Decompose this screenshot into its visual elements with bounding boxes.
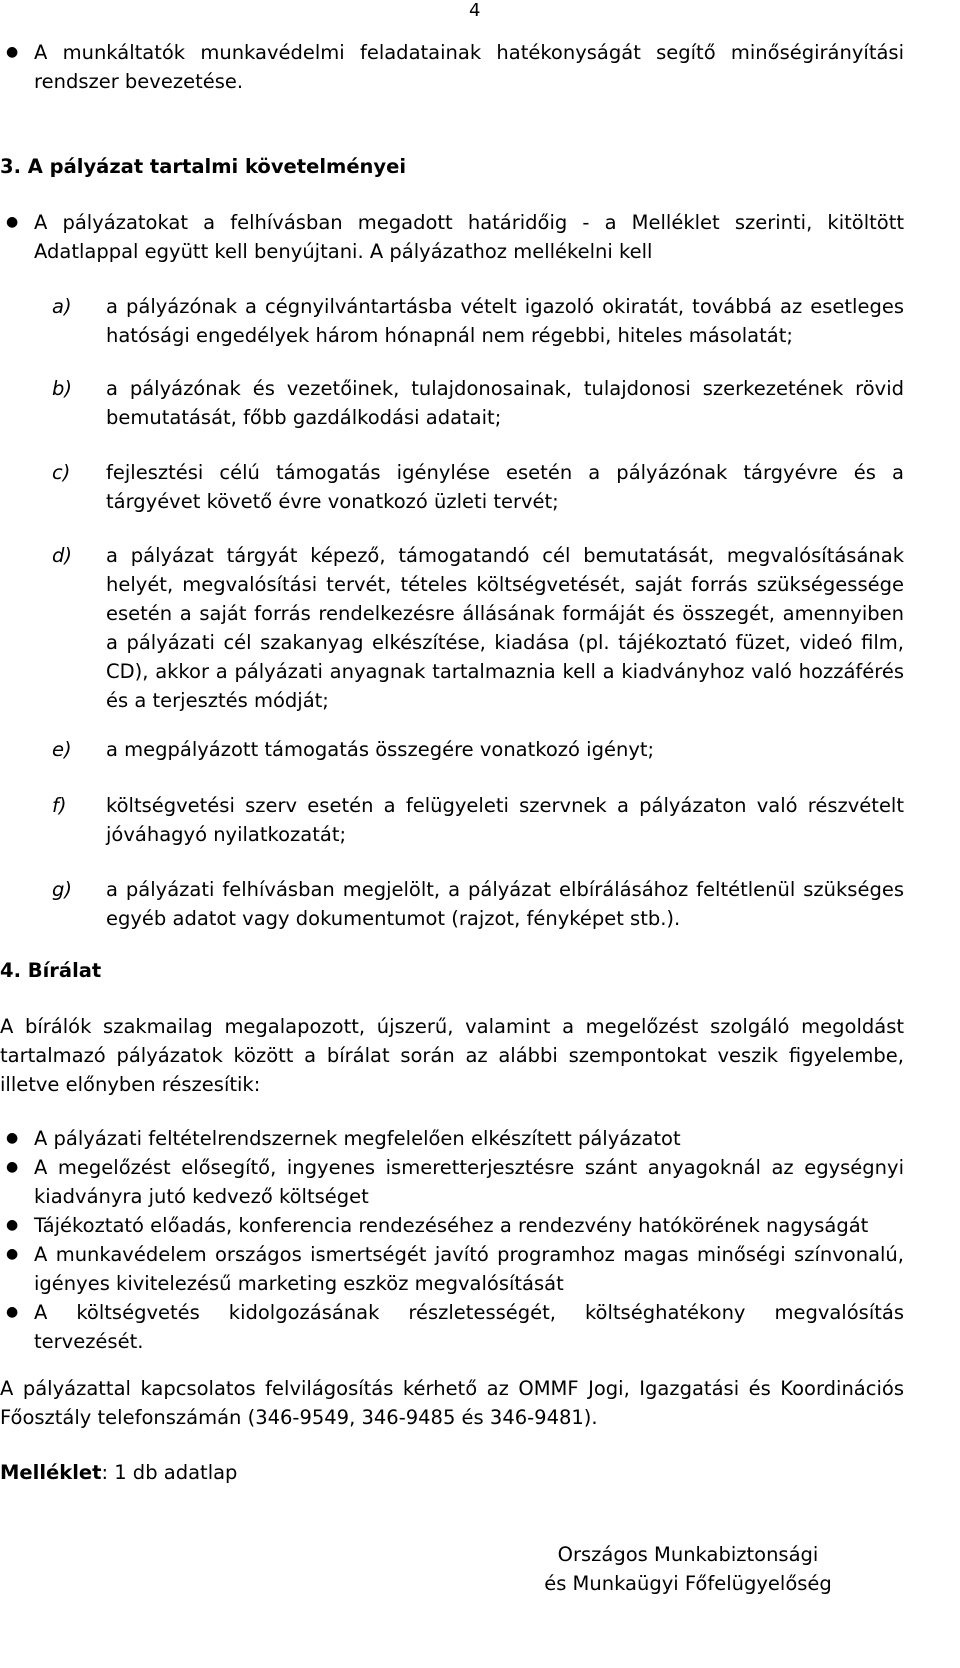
bullet-icon: ● <box>6 214 19 230</box>
item-text: a pályázati felhívásban megjelölt, a pályázat elbírálásához feltétlenül szükséges egyéb adatot vagy dokumentumot (rajzot, fényképet stb.). <box>106 878 904 930</box>
item-letter: f) <box>52 794 67 817</box>
item-text: a pályázat tárgyát képező, támogatandó cél bemutatását, megvalósításának helyét, megvalósítási tervét, tételes költségvetését, saját forrás szükségessége esetén a saját forrás rendelkezésre állásának formáját és összegét, amennyiben a pályázati cél szakanyag elkészítése, kiadása (pl. tájékoztató füzet, videó film, CD), akkor a pályázati anyagnak tartalmaznia kell a kiadványhoz való hozzáférés és a terjesztés módját; <box>106 544 904 712</box>
signature-line-2: és Munkaügyi Főfelügyelőség <box>544 1572 832 1595</box>
list-item: ● A pályázati feltételrendszernek megfelelően elkészített pályázatot <box>0 1124 904 1153</box>
section4-heading: 4. Bírálat <box>0 959 102 982</box>
list-item: ● A költségvetés kidolgozásának részletességét, költséghatékony megvalósítás tervezését. <box>0 1298 904 1356</box>
item-text: költségvetési szerv esetén a felügyeleti szervnek a pályázaton való részvételt jóváhagyó nyilatkozatát; <box>106 794 904 846</box>
bullet-icon: ● <box>6 1159 19 1175</box>
list-item: ● A munkavédelem országos ismertségét javító programhoz magas minőségi színvonalú, igényes kivitelezésű marketing eszköz megvalósítását <box>0 1240 904 1298</box>
page-number: 4 <box>469 0 481 21</box>
list-item: ● Tájékoztató előadás, konferencia rendezéséhez a rendezvény hatókörének nagyságát <box>0 1211 904 1240</box>
attachment-value: : 1 db adatlap <box>101 1461 238 1484</box>
item-f <box>0 791 904 849</box>
bullet-icon: ● <box>6 1130 19 1146</box>
item-letter: g) <box>52 878 72 901</box>
item-text: a pályázónak és vezetőinek, tulajdonosainak, tulajdonosi szerkezetének rövid bemutatását, főbb gazdálkodási adatait; <box>106 377 904 429</box>
item-text: a megpályázott támogatás összegére vonatkozó igényt; <box>106 738 655 761</box>
signature-block <box>538 1540 838 1598</box>
section4-paragraph: A bírálók szakmailag megalapozott, újszerű, valamint a megelőzést szolgáló megoldást tartalmazó pályázatok között a bírálat során az alábbi szempontokat veszik figyelembe, illetve előnyben részesítik: <box>0 1015 904 1096</box>
contact-paragraph: A pályázattal kapcsolatos felvilágosítás kérhető az OMMF Jogi, Igazgatási és Koordinációs Főosztály telefonszámán (346-9549, 346-9485 és 346-9481). <box>0 1377 904 1429</box>
list-item: ● A megelőzést elősegítő, ingyenes ismeretterjesztésre szánt anyagoknál az egységnyi kiadványra jutó kedvező költséget <box>0 1153 904 1211</box>
item-letter: d) <box>52 544 72 567</box>
item-letter: e) <box>52 738 72 761</box>
bullet-icon: ● <box>6 1304 19 1320</box>
item-letter: a) <box>52 295 72 318</box>
item-g <box>0 875 904 933</box>
item-text: a pályázónak a cégnyilvántartásba vételt igazoló okiratát, továbbá az esetleges hatósági engedélyek három hónapnál nem régebbi, hiteles másolatát; <box>106 295 904 347</box>
item-c <box>0 458 904 516</box>
attachment-line <box>0 1458 960 1487</box>
item-text: fejlesztési célú támogatás igénylése esetén a pályázónak tárgyévre és a tárgyévet követő évre vonatkozó üzleti tervét; <box>106 461 904 513</box>
item-b <box>0 374 904 432</box>
section3-bullet-text: A pályázatokat a felhívásban megadott határidőig - a Melléklet szerinti, kitöltött Adatlappal együtt kell benyújtani. A pályázathoz mellékelni kell <box>34 211 904 263</box>
item-e <box>0 735 904 764</box>
item-letter: c) <box>52 461 71 484</box>
section3-heading: 3. A pályázat tartalmi követelményei <box>0 155 407 178</box>
section4-bullet-list <box>0 1124 904 1356</box>
bullet-icon: ● <box>6 1246 19 1262</box>
item-d <box>0 541 904 715</box>
bullet-icon: ● <box>6 44 19 60</box>
attachment-label: Melléklet <box>0 1461 102 1484</box>
intro-bullet-text: A munkáltatók munkavédelmi feladatainak hatékonyságát segítő minőségirányítási rendszer bevezetése. <box>34 41 904 93</box>
section3-bullet <box>0 208 904 266</box>
bullet-icon: ● <box>6 1217 19 1233</box>
signature-line-1: Országos Munkabiztonsági <box>557 1543 819 1566</box>
item-a <box>0 292 904 350</box>
intro-bullet <box>0 38 904 96</box>
item-letter: b) <box>52 377 72 400</box>
